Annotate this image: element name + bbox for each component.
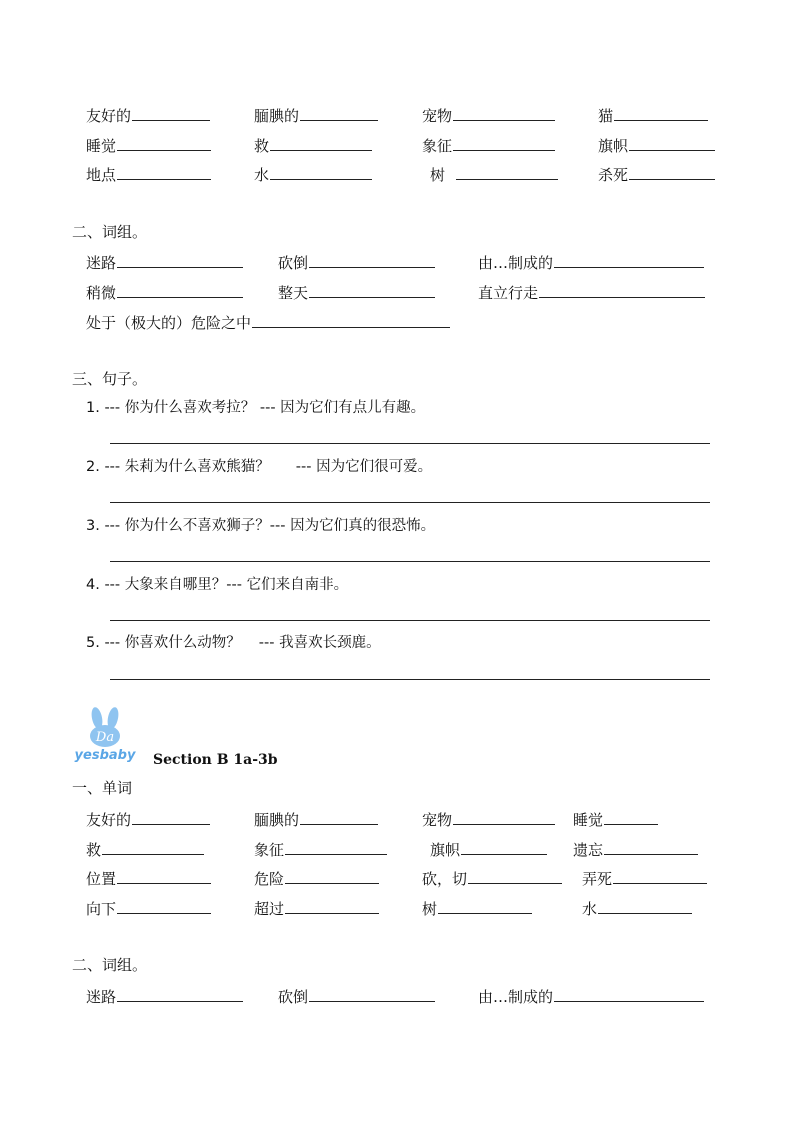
phrase-item: 整天 — [278, 281, 435, 303]
word-item: 砍，切 — [422, 867, 562, 889]
answer-blank[interactable] — [285, 838, 387, 855]
logo-face-text: Da — [95, 730, 115, 745]
word-item: 杀死 — [598, 163, 715, 185]
phrase-item: 处于（极大的）危险之中 — [86, 311, 450, 333]
answer-blank[interactable] — [629, 134, 715, 151]
sentence-item: 3. --- 你为什么不喜欢狮子？--- 因为它们真的很恐怖。 — [86, 518, 436, 534]
sentence-item: 2. --- 朱莉为什么喜欢熊猫？ --- 因为它们很可爱。 — [86, 459, 433, 475]
answer-line[interactable] — [110, 443, 710, 444]
word-item: 树 — [430, 163, 558, 185]
answer-line[interactable] — [110, 561, 710, 562]
phrase-item: 由…制成的 — [478, 985, 704, 1007]
answer-blank[interactable] — [438, 897, 532, 914]
word-item: 树 — [422, 897, 532, 919]
phrase-item: 稍微 — [86, 281, 243, 303]
phrases-heading: 二、词组。 — [72, 223, 148, 241]
answer-blank[interactable] — [117, 281, 243, 298]
answer-blank[interactable] — [453, 134, 555, 151]
answer-blank[interactable] — [117, 163, 211, 180]
answer-blank[interactable] — [117, 134, 211, 151]
phrases-heading: 二、词组。 — [72, 956, 148, 974]
word-item: 地点 — [86, 163, 211, 185]
yesbaby-logo — [66, 706, 144, 764]
logo-wordmark: yesbaby — [74, 748, 136, 763]
word-item: 睡觉 — [86, 134, 211, 156]
word-item: 救 — [254, 134, 372, 156]
section-b-title: Section B 1a-3b — [153, 752, 278, 768]
word-item: 腼腆的 — [254, 808, 378, 830]
word-item: 猫 — [598, 104, 708, 126]
answer-blank[interactable] — [453, 104, 555, 121]
phrase-item: 由…制成的 — [478, 251, 704, 273]
answer-blank[interactable] — [461, 838, 547, 855]
answer-blank[interactable] — [456, 163, 558, 180]
answer-blank[interactable] — [285, 867, 379, 884]
sentence-item: 5. --- 你喜欢什么动物？ --- 我喜欢长颈鹿。 — [86, 635, 381, 651]
answer-blank[interactable] — [252, 311, 450, 328]
answer-blank[interactable] — [554, 985, 704, 1002]
phrase-item: 砍倒 — [278, 251, 435, 273]
word-item: 水 — [254, 163, 372, 185]
word-item: 友好的 — [86, 104, 210, 126]
phrase-item: 砍倒 — [278, 985, 435, 1007]
word-item: 旗帜 — [598, 134, 715, 156]
word-item: 旗帜 — [430, 838, 547, 860]
word-item: 象征 — [422, 134, 555, 156]
word-item: 友好的 — [86, 808, 210, 830]
answer-blank[interactable] — [309, 251, 435, 268]
word-item: 危险 — [254, 867, 379, 889]
phrase-item: 迷路 — [86, 251, 243, 273]
answer-blank[interactable] — [117, 897, 211, 914]
word-item: 象征 — [254, 838, 387, 860]
answer-blank[interactable] — [117, 867, 211, 884]
word-item: 宠物 — [422, 104, 555, 126]
phrase-item: 直立行走 — [478, 281, 705, 303]
word-item: 超过 — [254, 897, 379, 919]
word-item: 向下 — [86, 897, 211, 919]
answer-blank[interactable] — [554, 251, 704, 268]
answer-blank[interactable] — [614, 104, 708, 121]
word-item: 腼腆的 — [254, 104, 378, 126]
answer-blank[interactable] — [604, 838, 698, 855]
word-item: 弄死 — [582, 867, 707, 889]
answer-line[interactable] — [110, 679, 710, 680]
answer-line[interactable] — [110, 502, 710, 503]
word-item: 遗忘 — [573, 838, 698, 860]
sentences-heading: 三、句子。 — [72, 370, 148, 388]
phrase-item: 迷路 — [86, 985, 243, 1007]
answer-blank[interactable] — [309, 985, 435, 1002]
word-item: 水 — [582, 897, 692, 919]
answer-blank[interactable] — [613, 867, 707, 884]
answer-blank[interactable] — [300, 808, 378, 825]
answer-blank[interactable] — [629, 163, 715, 180]
answer-line[interactable] — [110, 620, 710, 621]
answer-blank[interactable] — [468, 867, 562, 884]
answer-blank[interactable] — [309, 281, 435, 298]
answer-blank[interactable] — [604, 808, 658, 825]
words-heading: 一、单词 — [72, 779, 133, 797]
answer-blank[interactable] — [102, 838, 204, 855]
word-item: 救 — [86, 838, 204, 860]
answer-blank[interactable] — [285, 897, 379, 914]
answer-blank[interactable] — [453, 808, 555, 825]
answer-blank[interactable] — [132, 808, 210, 825]
word-item: 宠物 — [422, 808, 555, 830]
answer-blank[interactable] — [117, 251, 243, 268]
sentence-item: 4. --- 大象来自哪里？--- 它们来自南非。 — [86, 577, 349, 593]
sentence-item: 1. --- 你为什么喜欢考拉？ --- 因为它们有点儿有趣。 — [86, 400, 426, 416]
answer-blank[interactable] — [132, 104, 210, 121]
answer-blank[interactable] — [270, 163, 372, 180]
word-item: 睡觉 — [573, 808, 658, 830]
answer-blank[interactable] — [270, 134, 372, 151]
word-item: 位置 — [86, 867, 211, 889]
answer-blank[interactable] — [598, 897, 692, 914]
answer-blank[interactable] — [300, 104, 378, 121]
answer-blank[interactable] — [117, 985, 243, 1002]
answer-blank[interactable] — [539, 281, 705, 298]
